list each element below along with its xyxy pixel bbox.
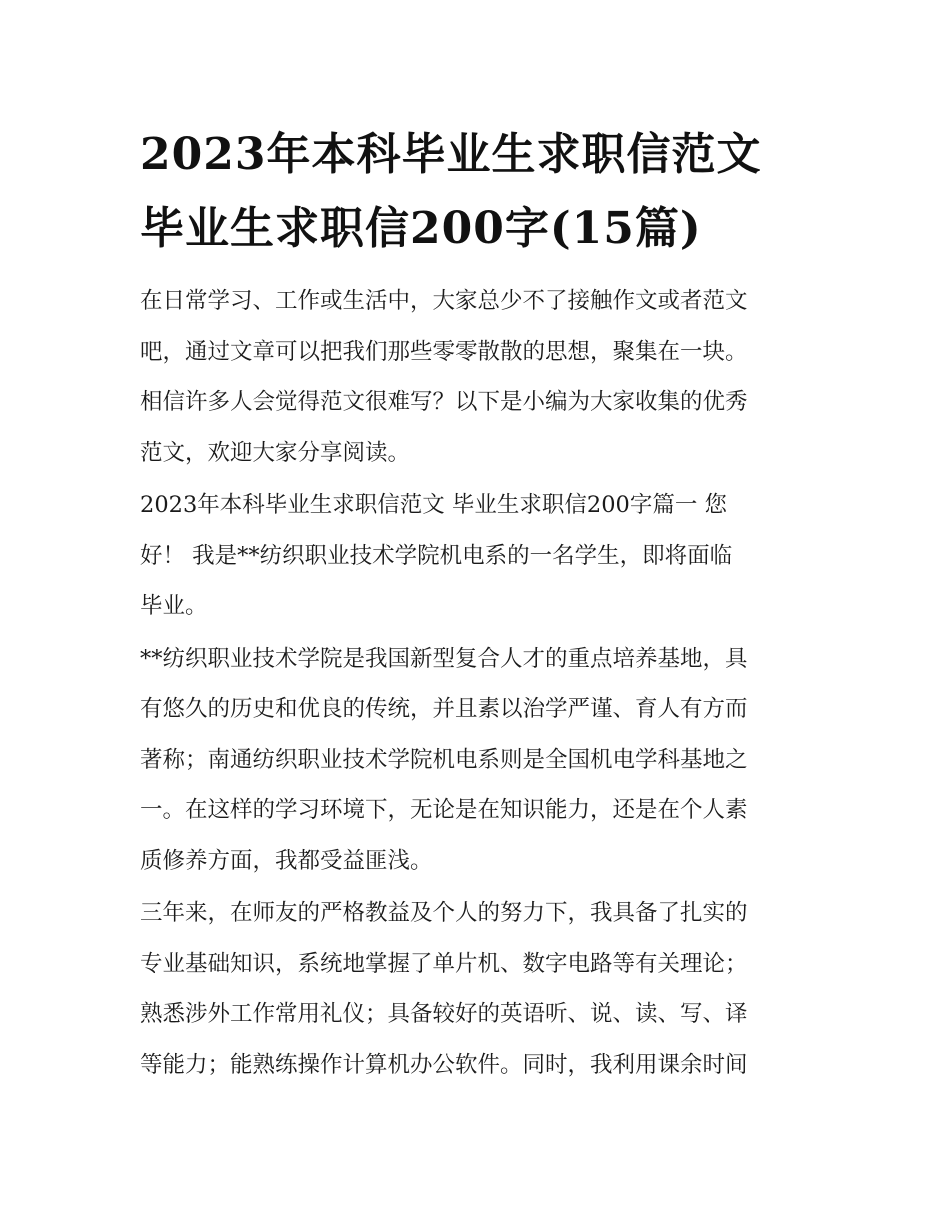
skills-paragraph	[140, 888, 820, 1090]
text-line: 有悠久的历史和优良的传统，并且素以治学严谨、育人有方而	[140, 696, 748, 722]
text-line: 吧，通过文章可以把我们那些零零散散的思想，聚集在一块。	[140, 338, 748, 365]
letter-opening-paragraph	[140, 480, 820, 632]
text-line: 三年来，在师友的严格教益及个人的努力下，我具备了扎实的	[140, 900, 748, 926]
intro-paragraph	[140, 276, 820, 478]
text-line: 一。在这样的学习环境下，无论是在知识能力，还是在个人素	[140, 797, 748, 823]
text-line: 著称；南通纺织职业技术学院机电系则是全国机电学科基地之	[140, 746, 748, 773]
text-line: 毕业。	[140, 593, 208, 619]
text-line: 等能力；能熟练操作计算机办公软件。同时，我利用课余时间	[140, 1051, 748, 1078]
text-line: 熟悉涉外工作常用礼仪；具备较好的英语听、说、读、写、译	[140, 1001, 748, 1027]
title-line: 毕业生求职信200字(15篇)	[140, 203, 702, 254]
document-title	[140, 118, 820, 266]
school-paragraph	[140, 634, 820, 887]
text-line: 2023年本科毕业生求职信范文 毕业生求职信200字篇一 您	[140, 492, 728, 518]
text-line: 好！ 我是**纺织职业技术学院机电系的一名学生，即将面临	[140, 542, 733, 569]
text-line: 相信许多人会觉得范文很难写？以下是小编为大家收集的优秀	[140, 389, 748, 415]
document-body	[140, 118, 820, 1092]
text-line: 在日常学习、工作或生活中，大家总少不了接触作文或者范文	[140, 288, 748, 314]
text-line: **纺织职业技术学院是我国新型复合人才的重点培养基地，具	[140, 645, 748, 672]
title-line: 2023年本科毕业生求职信范文	[140, 129, 762, 180]
text-line: 范文，欢迎大家分享阅读。	[140, 439, 411, 466]
text-line: 专业基础知识，系统地掌握了单片机、数字电路等有关理论；	[140, 950, 748, 977]
text-line: 质修养方面，我都受益匪浅。	[140, 847, 433, 874]
